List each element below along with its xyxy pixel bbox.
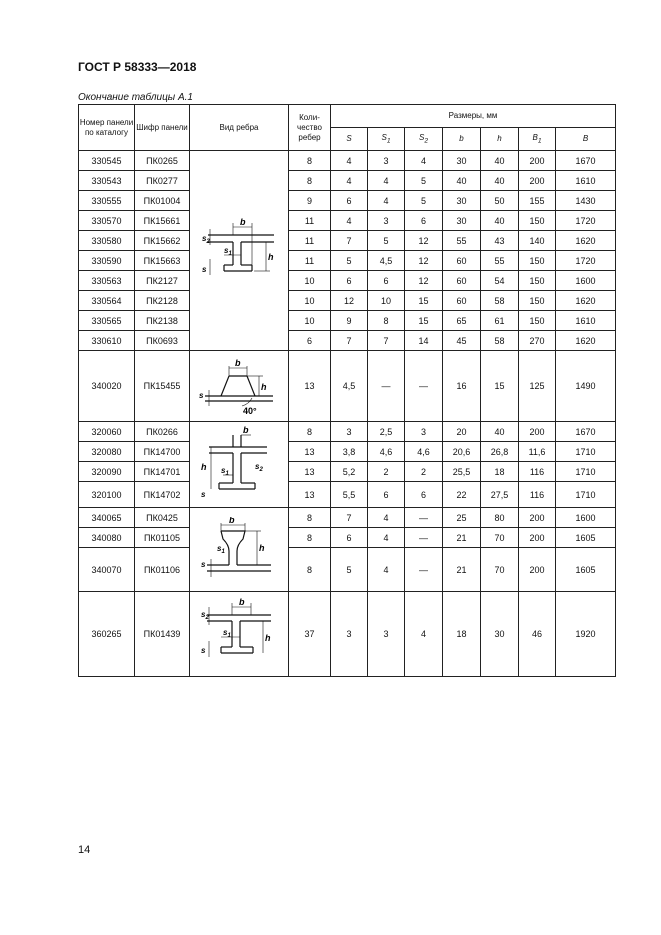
cell-rib-count: 13 xyxy=(289,351,331,422)
header-rib-count: Коли-чество ребер xyxy=(289,105,331,151)
cell-panel-number: 320090 xyxy=(79,462,135,482)
cell-dim-b1: 200 xyxy=(519,171,556,191)
table-row xyxy=(79,548,616,592)
cell-dim-b: 1920 xyxy=(556,592,616,677)
cell-panel-code: ПК01105 xyxy=(135,528,190,548)
cell-dim-b1: 200 xyxy=(519,422,556,442)
cell-dim-b: 1670 xyxy=(556,151,616,171)
cell-panel-code: ПК15662 xyxy=(135,231,190,251)
cell-panel-number: 330610 xyxy=(79,331,135,351)
cell-dim-s2: — xyxy=(405,528,443,548)
cell-dim-s1: 4,5 xyxy=(368,251,405,271)
cell-dim-h: 70 xyxy=(481,548,519,592)
cell-panel-code: ПК0425 xyxy=(135,508,190,528)
cell-panel-number: 340070 xyxy=(79,548,135,592)
cell-panel-code: ПК0693 xyxy=(135,331,190,351)
cell-panel-number: 330555 xyxy=(79,191,135,211)
cell-dim-s: 4 xyxy=(331,151,368,171)
cell-dim-b1: 150 xyxy=(519,251,556,271)
cell-dim-b: 1600 xyxy=(556,271,616,291)
dim-s2-label: $s_2$ xyxy=(201,610,209,621)
header-number: Номер панели по каталогу xyxy=(79,105,135,151)
dim-s-label: s xyxy=(201,646,206,655)
cell-rib-view xyxy=(190,422,289,508)
cell-panel-number: 330590 xyxy=(79,251,135,271)
t-rib-thick-drawing xyxy=(197,595,281,673)
cell-dim-b: 65 xyxy=(443,311,481,331)
cell-dim-s1: 4 xyxy=(368,191,405,211)
cell-dim-h: 70 xyxy=(481,528,519,548)
cell-panel-code: ПК01004 xyxy=(135,191,190,211)
cell-dim-h: 40 xyxy=(481,171,519,191)
cell-dim-b1: 200 xyxy=(519,528,556,548)
cell-dim-b: 1600 xyxy=(556,508,616,528)
cell-dim-s2: — xyxy=(405,508,443,528)
cell-dim-s1: 7 xyxy=(368,331,405,351)
cell-dim-s1: 3 xyxy=(368,151,405,171)
cell-dim-h: 80 xyxy=(481,508,519,528)
cell-panel-number: 340080 xyxy=(79,528,135,548)
cell-dim-s2: — xyxy=(405,351,443,422)
cell-dim-b1: 200 xyxy=(519,548,556,592)
cell-dim-s: 3 xyxy=(331,592,368,677)
cell-panel-code: ПК2138 xyxy=(135,311,190,331)
cell-dim-b1: 116 xyxy=(519,462,556,482)
dim-h-label: h xyxy=(268,251,274,262)
cell-dim-s: 7 xyxy=(331,231,368,251)
cell-dim-b1: 150 xyxy=(519,311,556,331)
cell-panel-number: 330545 xyxy=(79,151,135,171)
cell-dim-s1: 6 xyxy=(368,271,405,291)
cell-dim-b: 1620 xyxy=(556,331,616,351)
cell-dim-s: 3 xyxy=(331,422,368,442)
cell-dim-s1: 4 xyxy=(368,508,405,528)
cell-dim-b1: 150 xyxy=(519,271,556,291)
cell-dim-s: 6 xyxy=(331,271,368,291)
trapezoid-rib-drawing xyxy=(197,356,281,416)
cell-dim-s: 7 xyxy=(331,508,368,528)
cell-dim-s2: 4 xyxy=(405,151,443,171)
cell-dim-b: 20 xyxy=(443,422,481,442)
dim-s-label: s xyxy=(202,264,207,274)
angle-label: 40° xyxy=(243,406,257,416)
cell-rib-count: 10 xyxy=(289,311,331,331)
cell-dim-b: 1430 xyxy=(556,191,616,211)
cell-panel-number: 360265 xyxy=(79,592,135,677)
cell-panel-number: 330564 xyxy=(79,291,135,311)
cell-dim-b: 21 xyxy=(443,528,481,548)
cell-dim-b1: 11,6 xyxy=(519,442,556,462)
table-caption: Окончание таблицы А.1 xyxy=(78,92,193,103)
cell-dim-s: 4 xyxy=(331,211,368,231)
cell-rib-count: 6 xyxy=(289,331,331,351)
cell-dim-s: 5,5 xyxy=(331,482,368,508)
table-row xyxy=(79,482,616,508)
header-b: b xyxy=(443,128,481,151)
cell-dim-s1: 6 xyxy=(368,482,405,508)
cell-dim-b: 1620 xyxy=(556,231,616,251)
cell-dim-s2: 6 xyxy=(405,482,443,508)
dim-h-label: h xyxy=(261,382,267,392)
dim-h-label: h xyxy=(265,633,271,643)
cell-rib-count: 13 xyxy=(289,462,331,482)
cell-dim-b: 1620 xyxy=(556,291,616,311)
cell-panel-number: 320080 xyxy=(79,442,135,462)
cell-dim-s: 7 xyxy=(331,331,368,351)
table-row xyxy=(79,351,616,422)
cell-dim-s2: 14 xyxy=(405,331,443,351)
cell-dim-h: 30 xyxy=(481,592,519,677)
cell-dim-b: 30 xyxy=(443,211,481,231)
cell-dim-h: 61 xyxy=(481,311,519,331)
cell-panel-code: ПК14700 xyxy=(135,442,190,462)
cell-dim-s2: — xyxy=(405,548,443,592)
cell-rib-count: 11 xyxy=(289,231,331,251)
cell-dim-b: 16 xyxy=(443,351,481,422)
header-B1: $B_1$ xyxy=(519,128,556,151)
dim-s2-label: $s_2$ xyxy=(202,233,210,245)
cell-rib-count: 13 xyxy=(289,442,331,462)
cell-panel-number: 330543 xyxy=(79,171,135,191)
table-row xyxy=(79,442,616,462)
table-row xyxy=(79,151,616,171)
cell-dim-s: 9 xyxy=(331,311,368,331)
cell-panel-code: ПК01106 xyxy=(135,548,190,592)
cell-dim-b: 22 xyxy=(443,482,481,508)
cell-dim-b: 25,5 xyxy=(443,462,481,482)
cell-rib-count: 11 xyxy=(289,211,331,231)
cell-panel-code: ПК14701 xyxy=(135,462,190,482)
table-row xyxy=(79,462,616,482)
cell-dim-b: 1490 xyxy=(556,351,616,422)
cell-dim-b1: 150 xyxy=(519,211,556,231)
cell-dim-b1: 125 xyxy=(519,351,556,422)
cell-dim-s: 5 xyxy=(331,251,368,271)
cell-panel-number: 340020 xyxy=(79,351,135,422)
cell-panel-code: ПК15663 xyxy=(135,251,190,271)
cell-dim-b: 1720 xyxy=(556,211,616,231)
cell-dim-b: 21 xyxy=(443,548,481,592)
cell-dim-h: 43 xyxy=(481,231,519,251)
cell-panel-code: ПК2127 xyxy=(135,271,190,291)
cell-rib-view xyxy=(190,151,289,351)
cell-panel-number: 330580 xyxy=(79,231,135,251)
cell-dim-s1: — xyxy=(368,351,405,422)
cell-dim-s1: 4 xyxy=(368,171,405,191)
dim-s-label: s xyxy=(201,559,206,569)
cell-dim-b: 1605 xyxy=(556,528,616,548)
table-row xyxy=(79,171,616,191)
cell-dim-b1: 270 xyxy=(519,331,556,351)
cell-dim-b: 25 xyxy=(443,508,481,528)
cell-panel-number: 330570 xyxy=(79,211,135,231)
cell-dim-h: 50 xyxy=(481,191,519,211)
cell-panel-code: ПК0265 xyxy=(135,151,190,171)
cell-panel-code: ПК14702 xyxy=(135,482,190,508)
cell-dim-b1: 155 xyxy=(519,191,556,211)
t-rib-drawing xyxy=(198,215,280,287)
cell-dim-s: 5 xyxy=(331,548,368,592)
cell-rib-count: 13 xyxy=(289,482,331,508)
cell-dim-s: 4,5 xyxy=(331,351,368,422)
cell-dim-h: 18 xyxy=(481,462,519,482)
header-h: h xyxy=(481,128,519,151)
cell-dim-b1: 150 xyxy=(519,291,556,311)
header-dimensions: Размеры, мм xyxy=(331,105,616,128)
cell-panel-code: ПК15661 xyxy=(135,211,190,231)
cell-dim-b1: 200 xyxy=(519,151,556,171)
cell-dim-s2: 4 xyxy=(405,592,443,677)
cell-dim-s1: 5 xyxy=(368,231,405,251)
cell-dim-s1: 8 xyxy=(368,311,405,331)
cell-panel-number: 320060 xyxy=(79,422,135,442)
cell-panel-code: ПК0266 xyxy=(135,422,190,442)
cell-dim-s2: 5 xyxy=(405,171,443,191)
cell-dim-s2: 4,6 xyxy=(405,442,443,462)
table-row xyxy=(79,251,616,271)
cell-panel-number: 320100 xyxy=(79,482,135,508)
cell-panel-code: ПК0277 xyxy=(135,171,190,191)
dim-b-label: b xyxy=(240,216,246,227)
cell-panel-number: 330565 xyxy=(79,311,135,331)
cell-dim-h: 55 xyxy=(481,251,519,271)
header-rib-view: Вид ребра xyxy=(190,105,289,151)
cell-rib-count: 10 xyxy=(289,271,331,291)
cell-panel-code: ПК15455 xyxy=(135,351,190,422)
cell-dim-h: 58 xyxy=(481,291,519,311)
dim-h-label: h xyxy=(259,542,265,553)
dim-s1-label: $s_1$ xyxy=(221,465,229,477)
cell-panel-code: ПК2128 xyxy=(135,291,190,311)
cell-rib-count: 8 xyxy=(289,422,331,442)
cell-dim-h: 58 xyxy=(481,331,519,351)
cell-dim-s: 5,2 xyxy=(331,462,368,482)
table-row xyxy=(79,592,616,677)
table-row xyxy=(79,231,616,251)
cell-dim-b: 60 xyxy=(443,291,481,311)
i-beam-rib-drawing xyxy=(197,425,281,505)
cell-dim-s2: 3 xyxy=(405,422,443,442)
dim-b-label: b xyxy=(239,597,245,607)
table-row xyxy=(79,191,616,211)
dim-s-label: s xyxy=(201,489,206,499)
cell-rib-view xyxy=(190,508,289,592)
cell-dim-h: 40 xyxy=(481,422,519,442)
header-s1: $S_1$ xyxy=(368,128,405,151)
table-row xyxy=(79,211,616,231)
cell-dim-b: 40 xyxy=(443,171,481,191)
table-row xyxy=(79,508,616,528)
cell-dim-b: 1610 xyxy=(556,311,616,331)
header-s2: $S_2$ xyxy=(405,128,443,151)
dim-s1-label: $s_1$ xyxy=(224,245,232,257)
cell-dim-s2: 15 xyxy=(405,291,443,311)
table-row xyxy=(79,331,616,351)
cell-rib-view xyxy=(190,592,289,677)
cell-rib-count: 8 xyxy=(289,548,331,592)
cell-dim-s: 4 xyxy=(331,171,368,191)
table-row xyxy=(79,422,616,442)
table-row xyxy=(79,528,616,548)
cell-dim-h: 15 xyxy=(481,351,519,422)
cell-dim-s1: 4,6 xyxy=(368,442,405,462)
cell-dim-b: 1605 xyxy=(556,548,616,592)
cell-rib-count: 8 xyxy=(289,528,331,548)
document-header: ГОСТ Р 58333—2018 xyxy=(78,60,197,74)
cell-dim-s2: 12 xyxy=(405,251,443,271)
cell-dim-s2: 12 xyxy=(405,231,443,251)
cell-dim-b1: 200 xyxy=(519,508,556,528)
bulb-rib-drawing xyxy=(197,517,281,583)
cell-rib-count: 8 xyxy=(289,151,331,171)
cell-dim-h: 54 xyxy=(481,271,519,291)
table-row xyxy=(79,291,616,311)
cell-dim-b: 1710 xyxy=(556,482,616,508)
cell-dim-b: 20,6 xyxy=(443,442,481,462)
cell-dim-b: 1670 xyxy=(556,422,616,442)
cell-rib-count: 8 xyxy=(289,171,331,191)
dim-b-label: b xyxy=(243,424,249,435)
cell-dim-s2: 5 xyxy=(405,191,443,211)
cell-dim-s: 3,8 xyxy=(331,442,368,462)
dim-b-label: b xyxy=(235,358,241,368)
cell-dim-s: 6 xyxy=(331,528,368,548)
dim-h-label: h xyxy=(201,461,207,472)
dim-s2-label: $s_2$ xyxy=(255,461,263,473)
cell-dim-s1: 4 xyxy=(368,528,405,548)
cell-dim-b: 30 xyxy=(443,191,481,211)
cell-dim-s2: 12 xyxy=(405,271,443,291)
cell-dim-s2: 2 xyxy=(405,462,443,482)
cell-dim-s: 12 xyxy=(331,291,368,311)
header-B: B xyxy=(556,128,616,151)
cell-dim-b: 18 xyxy=(443,592,481,677)
header-s: S xyxy=(331,128,368,151)
cell-rib-count: 8 xyxy=(289,508,331,528)
cell-rib-count: 9 xyxy=(289,191,331,211)
cell-dim-b: 1720 xyxy=(556,251,616,271)
cell-dim-s1: 4 xyxy=(368,548,405,592)
cell-rib-count: 10 xyxy=(289,291,331,311)
cell-panel-number: 330563 xyxy=(79,271,135,291)
cell-dim-b1: 46 xyxy=(519,592,556,677)
dim-b-label: b xyxy=(229,516,235,525)
cell-dim-h: 40 xyxy=(481,211,519,231)
cell-dim-s1: 3 xyxy=(368,211,405,231)
cell-rib-count: 37 xyxy=(289,592,331,677)
table-row xyxy=(79,311,616,331)
page-number: 14 xyxy=(78,844,91,856)
dimensions-table xyxy=(78,104,616,677)
dim-s-label: s xyxy=(199,391,204,400)
cell-dim-h: 26,8 xyxy=(481,442,519,462)
cell-dim-s2: 15 xyxy=(405,311,443,331)
header-code: Шифр панели xyxy=(135,105,190,151)
cell-dim-s1: 10 xyxy=(368,291,405,311)
cell-dim-s2: 6 xyxy=(405,211,443,231)
table-row xyxy=(79,271,616,291)
dim-s1-label: $s_1$ xyxy=(223,628,231,639)
cell-dim-s1: 2,5 xyxy=(368,422,405,442)
cell-dim-h: 40 xyxy=(481,151,519,171)
cell-dim-h: 27,5 xyxy=(481,482,519,508)
cell-dim-b: 30 xyxy=(443,151,481,171)
cell-dim-b: 1710 xyxy=(556,442,616,462)
cell-panel-number: 340065 xyxy=(79,508,135,528)
cell-dim-s1: 2 xyxy=(368,462,405,482)
cell-dim-b: 60 xyxy=(443,271,481,291)
dim-s1-label: $s_1$ xyxy=(217,543,225,555)
cell-dim-b: 1710 xyxy=(556,462,616,482)
cell-dim-b: 60 xyxy=(443,251,481,271)
cell-dim-b1: 140 xyxy=(519,231,556,251)
cell-dim-b1: 116 xyxy=(519,482,556,508)
cell-dim-b: 1610 xyxy=(556,171,616,191)
cell-dim-b: 45 xyxy=(443,331,481,351)
cell-dim-s1: 3 xyxy=(368,592,405,677)
cell-dim-b: 55 xyxy=(443,231,481,251)
cell-rib-view xyxy=(190,351,289,422)
cell-panel-code: ПК01439 xyxy=(135,592,190,677)
cell-dim-s: 6 xyxy=(331,191,368,211)
cell-rib-count: 11 xyxy=(289,251,331,271)
